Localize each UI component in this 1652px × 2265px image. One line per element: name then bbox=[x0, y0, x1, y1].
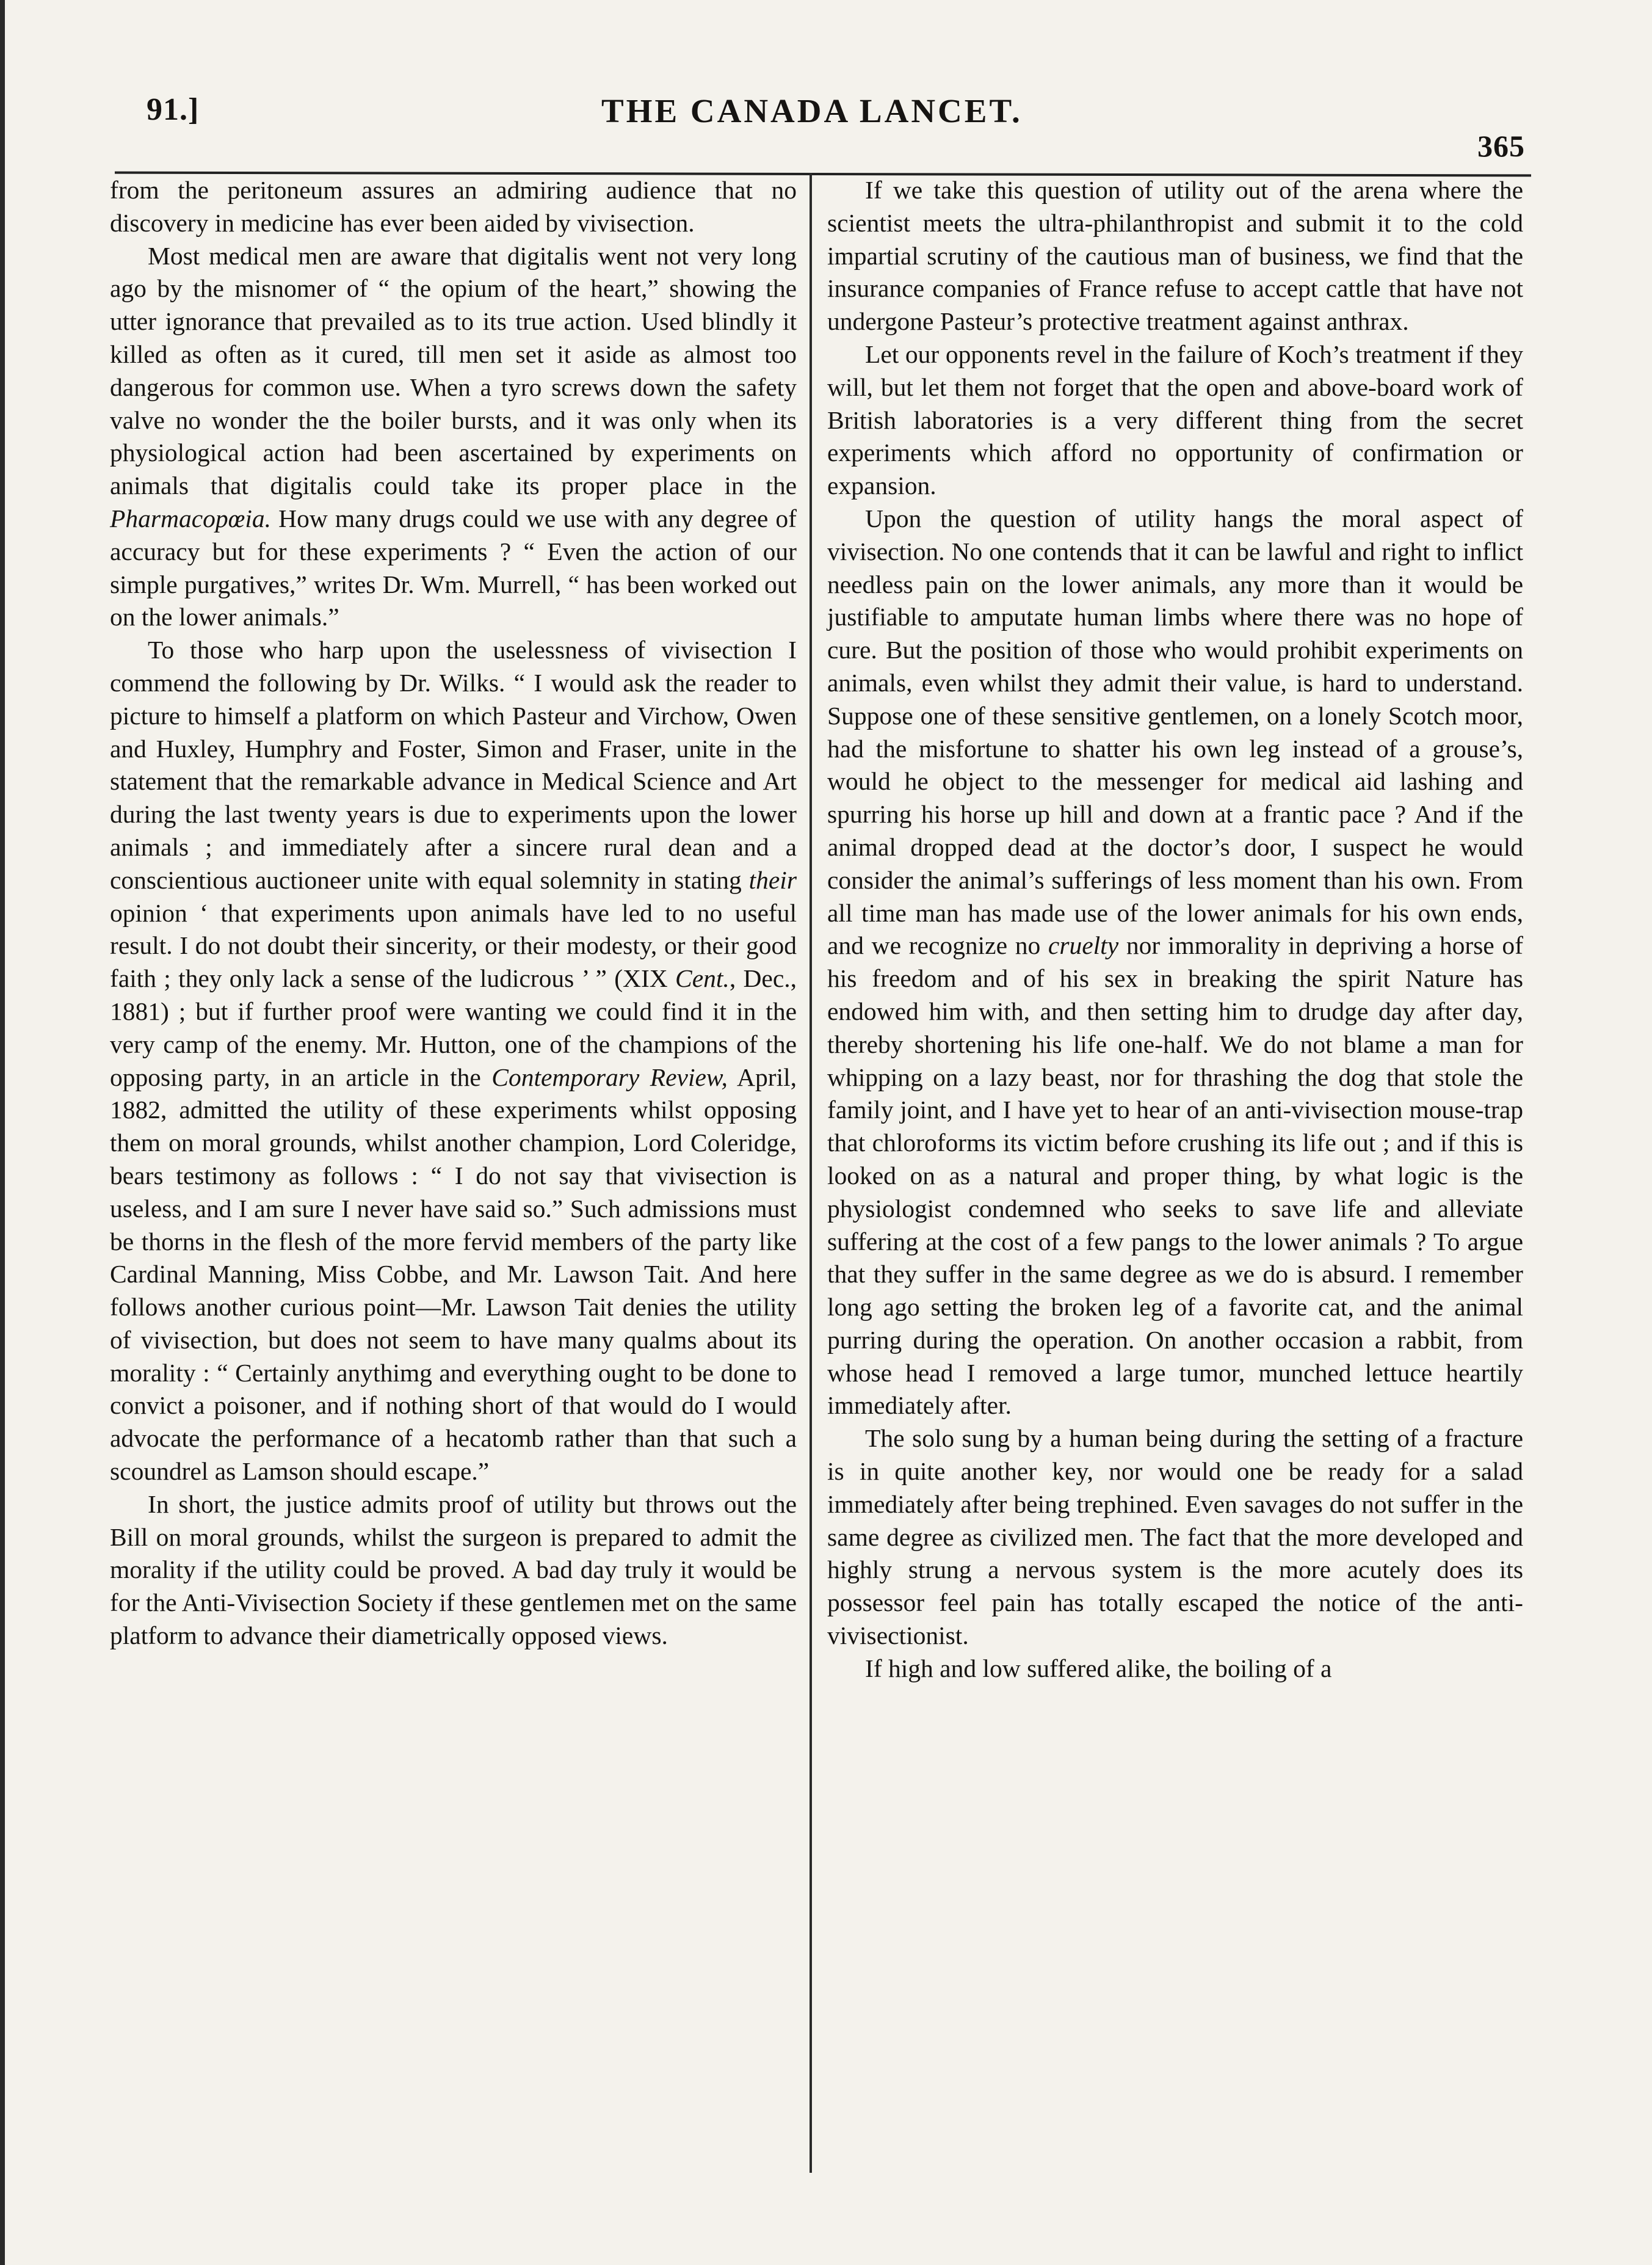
left-column bbox=[110, 174, 797, 1652]
paragraph bbox=[827, 503, 1523, 1422]
text-run: April, 1882, admitted the utility of these experiments whilst opposing them on moral grounds, whilst another champion, Lord Coleridge, bears testimony as follows : “ I do not say that vivisection is useless, and I am sure I never have said so.” Such admissions must be thorns in the flesh of the more fervid members of the party like Cardinal Manning, Miss Cobbe, and Mr. Lawson Tait. And here follows another curious point—Mr. Lawson Tait denies the utility of vivisection, but does not seem to have many qualms about its morality : “ Certainly anythimg and everything ought to be done to convict a poisoner, and if nothing short of that would do I would advocate the performance of a hecatomb rather than that such a scoundrel as Lamson should escape.” bbox=[110, 1063, 797, 1486]
italic-text: their bbox=[748, 865, 797, 894]
scan-edge bbox=[0, 0, 5, 2265]
text-run: Let our opponents revel in the failure of Koch’s treatment if they will, but let them not forget that the open and above-board work of British laboratories is a very different thing from the secret experiments which afford no opportunity of confirmation or expansion. bbox=[827, 340, 1523, 500]
paragraph bbox=[110, 240, 797, 634]
text-run: If high and low suffered alike, the boiling of a bbox=[865, 1654, 1332, 1682]
text-run: from the peritoneum assures an admiring audience that no discovery in medicine has ever been aided by vivisection. bbox=[110, 176, 797, 237]
paragraph bbox=[110, 1488, 797, 1652]
italic-text: Cent. bbox=[675, 964, 730, 993]
paragraph bbox=[827, 1422, 1523, 1652]
paragraph bbox=[110, 174, 797, 240]
italic-text: Pharmacopœia. bbox=[110, 504, 271, 533]
paragraph bbox=[110, 634, 797, 1488]
text-run: Upon the question of utility hangs the moral aspect of vivisection. No one contends that it can be lawful and right to inflict needless pain on the lower animals, any more than it would be justifiable to amputate human limbs where there was no hope of cure. But the position of those who would prohibit experiments on animals, even whilst they admit their value, is hard to understand. Suppose one of these sensitive gentlemen, on a lonely Scotch moor, had the misfortune to shatter his own leg instead of a grouse’s, would he object to the messenger for medical aid lashing and spurring his horse up hill and down at a frantic pace ? And if the animal dropped dead at the doctor’s door, I suspect he would consider the animal’s sufferings of less moment than his own. From all time man has made use of the lower animals for his own ends, and we recognize no bbox=[827, 504, 1523, 960]
text-run: In short, the justice admits proof of utility but throws out the Bill on moral grounds, whilst the surgeon is prepared to admit the morality if the utility could be proved. A bad day truly it would be for the Anti-Vivisection Society if these gentlemen met on the same platform to advance their diametrically opposed views. bbox=[110, 1489, 797, 1650]
text-run: If we take this question of utility out of the arena where the scientist meets the ultra-philanthropist and submit it to the cold impartial scrutiny of the cautious man of business, we find that the insurance companies of France refuse to accept cattle that have not undergone Pasteur’s protective treatment against anthrax. bbox=[827, 176, 1523, 336]
page-number: 365 bbox=[1477, 129, 1525, 163]
text-run: nor immorality in depriving a horse of his freedom and of his sex in breaking the spirit Nature has endowed him with, and then setting him to drudge day after day, thereby shortening his life one-half. We do not blame a man for whipping on a lazy beast, nor for thrashing the dog that stole the family joint, and I have yet to hear of an anti-vivisection mouse-trap that chloroforms its victim before crushing its life out ; and if this is looked on as a natural and proper thing, by what logic is the physiologist condemned who seeks to save life and alleviate suffering at the cost of a few pangs to the lower animals ? To argue that they suffer in the same degree as we do is absurd. I remember long ago setting the broken leg of a favorite cat, and the animal purring during the operation. On another occasion a rabbit, from whose head I removed a large tumor, munched lettuce heartily immediately after. bbox=[827, 931, 1524, 1420]
paragraph bbox=[827, 1652, 1523, 1685]
text-run: , Dec., 1881) ; but if further proof were wanting we could find it in the very camp of the enemy. Mr. Hutton, one of the champions of the opposing party, in an article in the bbox=[110, 964, 797, 1091]
text-run: The solo sung by a human being during the setting of a fracture is in quite another key, nor would one be ready for a salad immediately after being trephined. Even savages do not suffer in the same degree as civilized men. The fact that the more developed and highly strung a nervous system is the more acutely does its possessor feel pain has totally escaped the notice of the anti-vivisectionist. bbox=[827, 1424, 1523, 1650]
paragraph bbox=[827, 174, 1523, 338]
volume-number: 91.] bbox=[147, 92, 200, 127]
text-run: To those who harp upon the uselessness of vivisection I commend the following by Dr. Wilks. “ I would ask the reader to picture to himself a platform on which Pasteur and Virchow, Owen and Huxley, Humphry and Foster, Simon and Fraser, unite in the statement that the remarkable advance in Medical Science and Art during the last twenty years is due to experiments upon the lower animals ; and immediately after a sincere rural dean and a conscientious auctioneer unite with equal solemnity in stating bbox=[110, 636, 797, 894]
column-divider bbox=[810, 173, 812, 2173]
text-run: How many drugs could we use with any degree of accuracy but for these experiments ? “ Even the action of our simple purgatives,” writes Dr. Wm. Murrell, “ has been worked out on the lower animals.” bbox=[110, 504, 797, 631]
paragraph bbox=[827, 338, 1523, 503]
italic-text: cruelty bbox=[1048, 931, 1119, 960]
text-run: Most medical men are aware that digitalis went not very long ago by the misnomer of “ the opium of the heart,” showing the utter ignorance that prevailed as to its true action. Used blindly it killed as often as it cured, till men set it aside as almost too dangerous for common use. When a tyro screws down the safety valve no wonder the the boiler bursts, and it was only when its physiological action had been ascertained by experiments on animals that digitalis could take its proper place in the bbox=[110, 241, 797, 500]
italic-text: Contemporary Review, bbox=[491, 1063, 728, 1091]
journal-title: THE CANADA LANCET. bbox=[601, 92, 1023, 129]
text-run: opinion ‘ that experiments upon animals have led to no useful result. I do not doubt their sincerity, or their modesty, or their good faith ; they only lack a sense of the ludicrous ’ ” (XIX bbox=[110, 898, 797, 993]
right-column bbox=[827, 174, 1523, 1685]
